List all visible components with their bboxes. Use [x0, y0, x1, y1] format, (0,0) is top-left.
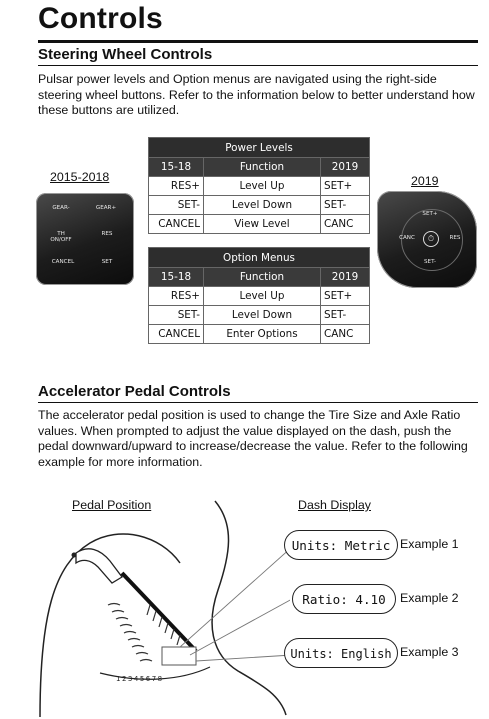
- table-row: [149, 196, 370, 215]
- table-cell: CANCEL: [149, 325, 204, 344]
- pedal-scale-text: 12345678: [116, 675, 164, 683]
- wheel-controls-2015-2018-image: [36, 193, 134, 285]
- wheel-button-label: CANC: [399, 235, 415, 241]
- wheel-button-label: SET-: [423, 259, 436, 265]
- table-cell: Level Down: [204, 306, 321, 325]
- power-levels-table: [148, 137, 370, 234]
- table-row: [149, 287, 370, 306]
- table-row: [149, 177, 370, 196]
- wheel-button-label: SET: [101, 259, 113, 265]
- table-header: 15-18: [149, 268, 204, 287]
- table-cell: CANC: [321, 215, 370, 234]
- table-cell: CANCEL: [149, 215, 204, 234]
- example-3-label: Example 3: [400, 645, 459, 659]
- table-cell: View Level: [204, 215, 321, 234]
- dash-display-example-2: Ratio: 4.10: [292, 584, 396, 614]
- title-divider: [38, 40, 478, 43]
- wheel-controls-2019-image: [377, 191, 477, 288]
- pedal-illustration: [30, 495, 290, 719]
- table-header: Function: [204, 158, 321, 177]
- table-cell: Level Up: [204, 177, 321, 196]
- table-cell: CANC: [321, 325, 370, 344]
- dash-display-heading: Dash Display: [298, 498, 371, 512]
- table-cell: SET-: [321, 196, 370, 215]
- table-cell: Level Down: [204, 196, 321, 215]
- wheel-2019-label: 2019: [411, 174, 439, 188]
- steering-intro-text: Pulsar power levels and Option menus are navigated using the right-side steering wheel buttons. Refer to the information below to better understand how these buttons are utilized.: [38, 72, 475, 118]
- wheel-button-label: TH ON/OFF: [50, 231, 72, 243]
- page-title: Controls: [38, 2, 163, 35]
- wheel-button-label: RES: [101, 231, 113, 237]
- table-row: [149, 215, 370, 234]
- accelerator-intro-text: The accelerator pedal position is used to change the Tire Size and Axle Ratio values. When prompted to adjust the value displayed on the dash, push the pedal downward/upward to increase/decrease the value. Refer to the following example for more information.: [38, 408, 468, 469]
- table-header: 15-18: [149, 158, 204, 177]
- table-header: 2019: [321, 268, 370, 287]
- table-cell: Level Up: [204, 287, 321, 306]
- pedal-position-heading: Pedal Position: [72, 498, 152, 512]
- dash-display-example-1: Units: Metric: [284, 530, 398, 560]
- example-1-label: Example 1: [400, 537, 459, 551]
- dash-display-example-3: Units: English: [284, 638, 398, 668]
- table-cell: RES+: [149, 287, 204, 306]
- wheel-2015-2018-label: 2015-2018: [50, 170, 110, 184]
- wheel-button-label: CANCEL: [51, 259, 75, 265]
- cruise-icon: ⏱: [423, 231, 439, 247]
- steering-section-heading: Steering Wheel Controls: [38, 46, 478, 66]
- table-header: Function: [204, 268, 321, 287]
- wheel-button-label: SET+: [422, 211, 438, 217]
- wheel-button-label: GEAR-: [52, 205, 70, 211]
- table-cell: SET-: [149, 196, 204, 215]
- option-menus-table: [148, 247, 370, 344]
- table-cell: Enter Options: [204, 325, 321, 344]
- table-row: [149, 306, 370, 325]
- power-levels-caption: Power Levels: [149, 138, 370, 158]
- option-menus-caption: Option Menus: [149, 248, 370, 268]
- table-cell: SET+: [321, 177, 370, 196]
- table-cell: SET-: [149, 306, 204, 325]
- table-cell: SET+: [321, 287, 370, 306]
- wheel-button-label: RES: [449, 235, 461, 241]
- pedal-callout-box: [162, 647, 196, 665]
- table-cell: RES+: [149, 177, 204, 196]
- accelerator-section-heading: Accelerator Pedal Controls: [38, 383, 478, 403]
- table-cell: SET-: [321, 306, 370, 325]
- table-header: 2019: [321, 158, 370, 177]
- table-row: [149, 325, 370, 344]
- wheel-button-label: GEAR+: [95, 205, 117, 211]
- example-2-label: Example 2: [400, 591, 459, 605]
